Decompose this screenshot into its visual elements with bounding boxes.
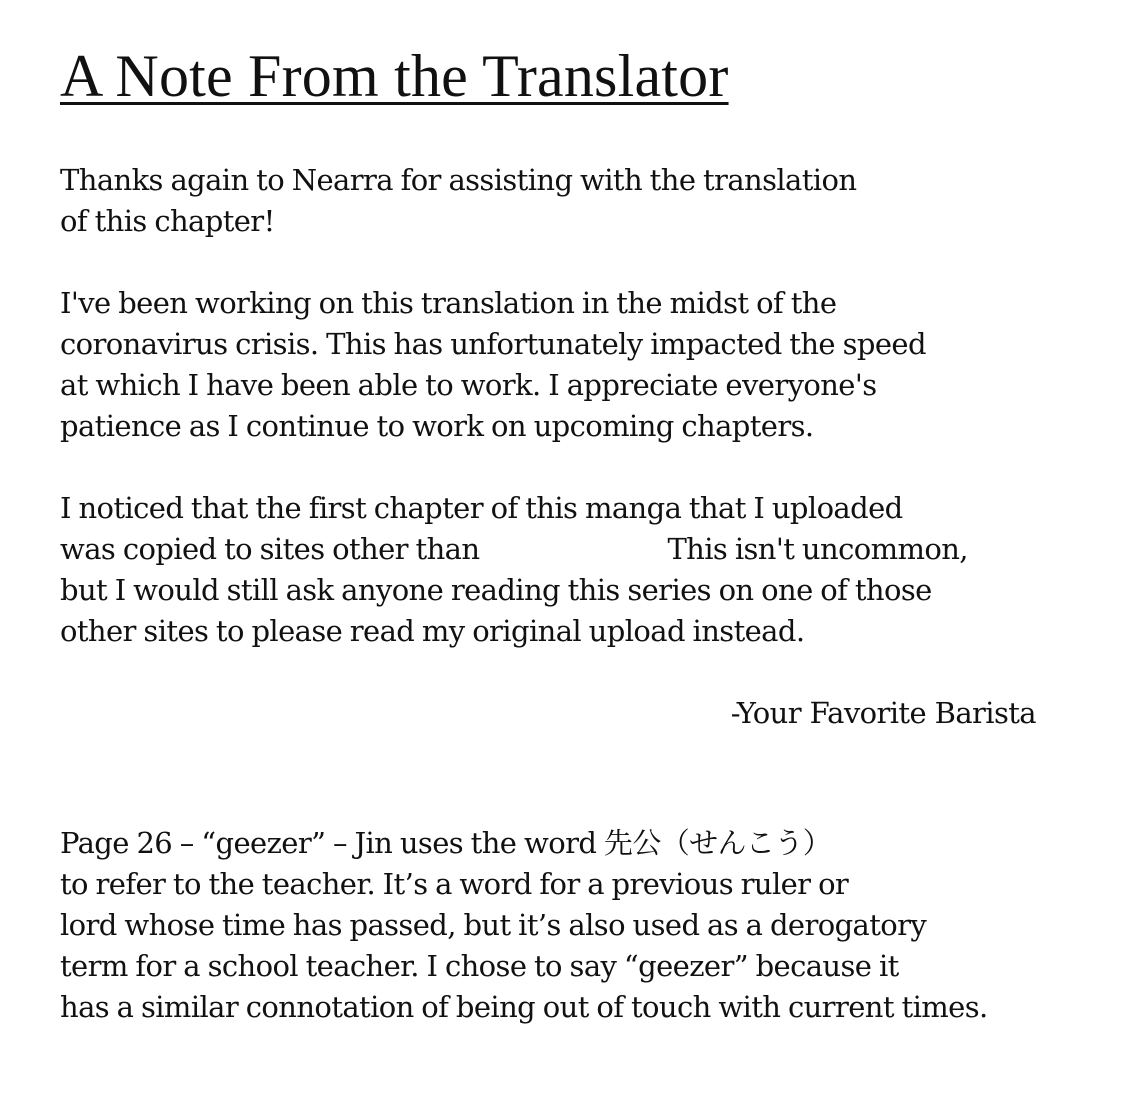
text-line-with-redaction: [60, 529, 1110, 570]
text-line: patience as I continue to work on upcoming chapters.: [60, 409, 814, 443]
text-line: lord whose time has passed, but it’s also used as a derogatory: [60, 908, 927, 942]
thanks-paragraph: [60, 160, 1110, 242]
text-line: I noticed that the first chapter of this manga that I uploaded: [60, 491, 903, 525]
text-line: Page 26 – “geezer” – Jin uses the word 先公（せんこう）: [60, 826, 832, 860]
text-line: other sites to please read my original upload instead.: [60, 614, 805, 648]
text-line: at which I have been able to work. I appreciate everyone's: [60, 368, 877, 402]
signature: -Your Favorite Barista: [730, 696, 1036, 730]
text-segment: was copied to sites other than: [60, 532, 480, 566]
text-segment: This isn't uncommon,: [667, 532, 968, 566]
crisis-paragraph: [60, 283, 1110, 447]
text-line: to refer to the teacher. It’s a word for a previous ruler or: [60, 867, 849, 901]
copying-paragraph: [60, 488, 1110, 652]
text-line: term for a school teacher. I chose to say “geezer” because it: [60, 949, 899, 983]
translation-note-paragraph: [60, 823, 1110, 1028]
text-line: Thanks again to Nearra for assisting with the translation: [60, 163, 857, 197]
text-line: of this chapter!: [60, 204, 275, 238]
text-line: I've been working on this translation in the midst of the: [60, 286, 837, 320]
text-line: but I would still ask anyone reading this series on one of those: [60, 573, 932, 607]
text-line: has a similar connotation of being out of touch with current times.: [60, 990, 988, 1024]
page-title: A Note From the Translator: [60, 43, 729, 109]
text-line: coronavirus crisis. This has unfortunately impacted the speed: [60, 327, 926, 361]
